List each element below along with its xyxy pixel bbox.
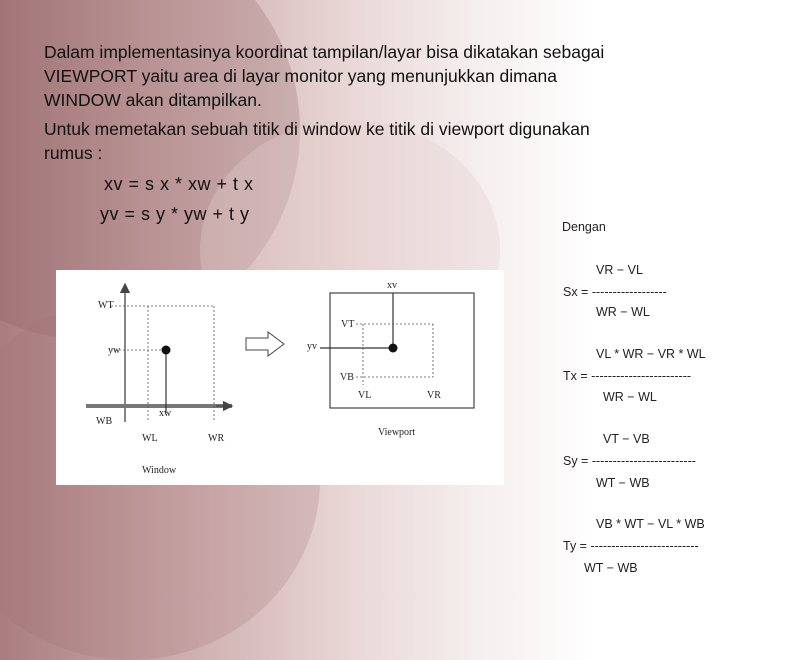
sy-equation: Sy = ------------------------- xyxy=(563,454,696,468)
tx-equation: Tx = ------------------------ xyxy=(563,369,692,383)
paragraph-line: Untuk memetakan sebuah titik di window ke titik di viewport digunakan xyxy=(44,119,590,139)
diagram-svg xyxy=(56,270,504,485)
label-vl: VL xyxy=(358,390,372,401)
paragraph-line: WINDOW akan ditampilkan. xyxy=(44,90,262,110)
label-wb: WB xyxy=(96,416,113,427)
sy-numerator: VT − VB xyxy=(603,432,650,446)
formula-xv: xv = s x * xw + t x xyxy=(104,174,254,194)
tx-denominator: WR − WL xyxy=(603,390,657,404)
label-viewport: Viewport xyxy=(378,427,416,438)
window-viewport-diagram xyxy=(56,270,504,485)
dengan-label: Dengan xyxy=(562,220,606,234)
label-yv: yv xyxy=(307,341,317,352)
ty-equation: Ty = -------------------------- xyxy=(563,539,699,553)
sx-equation: Sx = ------------------ xyxy=(563,285,667,299)
viewport-point xyxy=(389,344,398,353)
label-yw: yw xyxy=(108,345,121,356)
label-vb: VB xyxy=(340,372,354,383)
ty-denominator: WT − WB xyxy=(584,561,638,575)
label-xv: xv xyxy=(387,280,397,291)
paragraph-line: Dalam implementasinya koordinat tampilan/layar bisa dikatakan sebagai xyxy=(44,42,605,62)
tx-numerator: VL * WR − VR * WL xyxy=(596,347,706,361)
label-window: Window xyxy=(142,465,177,476)
sy-denominator: WT − WB xyxy=(596,476,650,490)
mapping-arrow xyxy=(246,332,284,356)
paragraph-line: rumus : xyxy=(44,143,103,163)
label-xw: xw xyxy=(159,408,172,419)
window-point xyxy=(162,346,171,355)
ty-numerator: VB * WT − VL * WB xyxy=(596,517,705,531)
sx-denominator: WR − WL xyxy=(596,305,650,319)
label-wt: WT xyxy=(98,300,114,311)
paragraph-line: VIEWPORT yaitu area di layar monitor yang menunjukkan dimana xyxy=(44,66,557,86)
sx-numerator: VR − VL xyxy=(596,263,643,277)
label-vr: VR xyxy=(427,390,441,401)
label-vt: VT xyxy=(341,319,355,330)
label-wr: WR xyxy=(208,433,225,444)
formula-yv: yv = s y * yw + t y xyxy=(100,204,250,224)
label-wl: WL xyxy=(142,433,158,444)
viewport-rect xyxy=(330,293,474,408)
